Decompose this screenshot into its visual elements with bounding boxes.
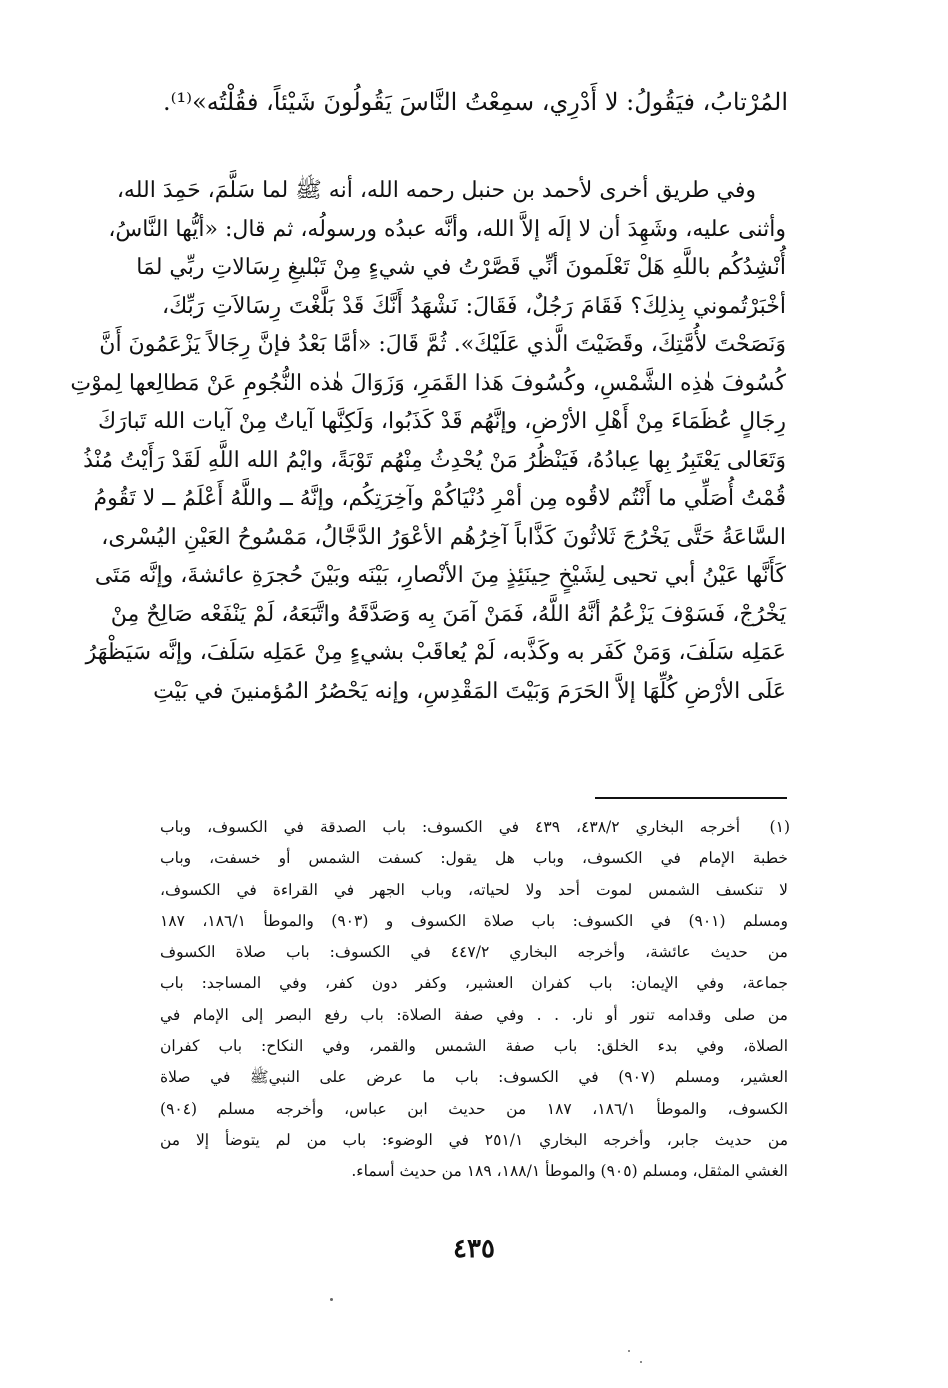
scan-speck xyxy=(330,1298,333,1301)
main-text xyxy=(70,172,787,711)
text-line: يَخْرُجْ، فَسَوْفَ يَزْعُمُ أنَّهُ اللَّهُ، فَمَنْ آمَنَ بِه وَصَدَّقَهُ واتَّبَعَهُ، لَمْ يَنْفَعْه صَالِحٌ مِنْ xyxy=(110,601,786,627)
footnote-line: من حديث عائشة، وأخرجه البخاري ٤٤٧/٢ في الكسوف: باب صلاة الكسوف xyxy=(160,943,788,962)
text-line: كَأَنَّها عَيْنُ أبي تحيى لِشَيْخٍ حِينَئِذٍ مِنَ الأنْصارِ، بَيْنَه وبَيْنَ حُجرَةِ عائشةَ، وإنَّه مَتَى xyxy=(94,563,786,588)
footnote-line: خطبة الإمام في الكسوف، وباب هل يقول: كسفت الشمس أو خسفت، وباب xyxy=(160,849,788,868)
text-line: قُمْتُ أُصَلِّي ما أَنْتُم لاقُوه مِن أمْرِ دُنْيَاكُمْ وآخِرَتِكُم، وإنَّهُ ــ واللَّهُ أَعْلَمُ ــ لا تَقُومُ xyxy=(93,486,786,511)
text-line: عَلَى الأرْضِ كُلِّهَا إلاَّ الحَرَمَ وَبَيْتَ المَقْدِسِ، وإنه يَحْصُرُ المُؤمنينَ في بَيْتِ xyxy=(153,678,786,704)
footnote-line: من صلى وقدامه تنور أو نار. . . وفي صفة الصلاة: باب رفع البصر إلى الإمام في xyxy=(160,1005,788,1024)
text-line: السَّاعَةُ حَتَّى يَخْرُجَ ثَلاثُونَ كَذَّاباً آخِرُهُم الأعْوَرُ الدَّجَّالُ، مَمْسُوحُ العَيْنِ اليُسْرى، xyxy=(101,524,786,550)
footnote-line: لا تنكسف الشمس لموت أحد ولا لحياته، وباب الجهر في القراءة في الكسوف، xyxy=(160,880,788,899)
footnote-line: أخرجه البخاري ٤٣٨/٢، ٤٣٩ في الكسوف: باب الصدقة في الكسوف، وباب xyxy=(160,818,741,836)
footnote-line: الغشي المثقل، ومسلم (٩٠٥) والموطأ ١٨٨/١، ١٨٩ من حديث أسماء. xyxy=(351,1162,788,1181)
scan-speck xyxy=(628,1350,630,1352)
text-line: أخْبَرْتُموني بِذلِكَ؟ فَقَامَ رَجُلٌ، فَقَالَ: نَشْهَدُ أَنَّكَ قَدْ بَلَّغْتَ رِسَالاَتِ رَبِّكَ، xyxy=(162,293,787,319)
text-line: رِجَالٍ عُظَمَاءَ مِنْ أَهْلِ الأرْضِ، وإنَّهُم قَدْ كَذَبُوا، وَلَكِنَّها آياتٌ مِنْ آيات الله تَبارَكَ xyxy=(98,409,786,434)
text-line: وَنَصَحْتَ لأُمَّتِكَ، وقَضَيْتَ الَّذي عَلَيْكَ». ثُمَّ قَالَ: «أمَّا بَعْدُ فإنَّ رِجَالاً يَزْعَمُونَ أَنَّ xyxy=(99,332,786,357)
text-line: أُنْشِدُكُم باللَّهِ هَلْ تَعْلَمونَ أنِّي قَصَّرْتُ في شيءٍ مِنْ تَبْليغِ رِسَالاتِ ربِّي لمَا xyxy=(136,255,786,280)
continued-text-line: المُرْتابُ، فيَقُولُ: لا أَدْرِي، سمِعْتُ النَّاسَ يَقُولُونَ شَيْئاً، فقُلْتُه»⁽¹⁾. xyxy=(163,88,788,116)
footnote-line: جماعة، وفي الإيمان: باب كفران العشير، وكفر دون كفر، وفي المساجد: باب xyxy=(160,974,788,993)
footnote-line: الكسوف، والموطأ ١٨٦/١، ١٨٧ من حديث ابن عباس، وأخرجه مسلم (٩٠٤) xyxy=(160,1099,788,1118)
page-number: ٤٣٥ xyxy=(453,1234,495,1264)
footnote-number: (١) xyxy=(769,818,790,836)
footnote-separator xyxy=(595,797,787,799)
footnote-line: من حديث جابر، وأخرجه البخاري ٢٥١/١ في الوضوء: باب من لم يتوضأ إلا من xyxy=(160,1130,789,1149)
footnote-line: العشير، ومسلم (٩٠٧) في الكسوف: باب ما عرض على النبيﷺ في صلاة xyxy=(160,1068,789,1087)
text-line: وأثنى عليه، وشَهِدَ أن لا إلَه إلاَّ الله، وأنَّه عبدُه ورسولُه، ثم قال: «أيُّها النَّاسُ، xyxy=(108,216,786,242)
text-line: عَمَلِه سَلَفَ، وَمَنْ كَفَر به وكَذَّبه، لَمْ يُعاقَبْ بشيءٍ مِنْ عَمَلِه سَلَفَ، وإنَّه سَيَظْهَرُ xyxy=(85,640,786,665)
footnotes xyxy=(160,812,788,1188)
text-line: كُسُوفَ هٰذِه الشَّمْسِ، وكُسُوفَ هَذا القَمَرِ، وَزَوَالَ هٰذه النُّجُومِ عَنْ مَطالِعها لِموْتِ xyxy=(70,370,786,396)
text-line: وَتَعَالى يَعْتَبِرُ بِها عِبادُهُ، فَيَنْظُرُ مَنْ يُحْدِثُ مِنْهُم تَوْبَةً، وايْمُ الله اللَّهِ لَقَدْ رَأَيْتُ مُنْذُ xyxy=(83,447,786,473)
footnote-line: الصلاة، وفي بدء الخلق: باب صفة الشمس والقمر، وفي النكاح: باب كفران xyxy=(160,1037,788,1056)
footnote-line: ومسلم (٩٠١) في الكسوف: باب صلاة الكسوف و (٩٠٣) والموطأ ١٨٦/١، ١٨٧ xyxy=(160,911,789,930)
scan-speck xyxy=(640,1361,642,1363)
text-line: وفي طريق أخرى لأحمد بن حنبل رحمه الله، أنه ﷺ لما سَلَّمَ، حَمِدَ الله، xyxy=(116,178,756,203)
footnote-body xyxy=(160,812,740,843)
